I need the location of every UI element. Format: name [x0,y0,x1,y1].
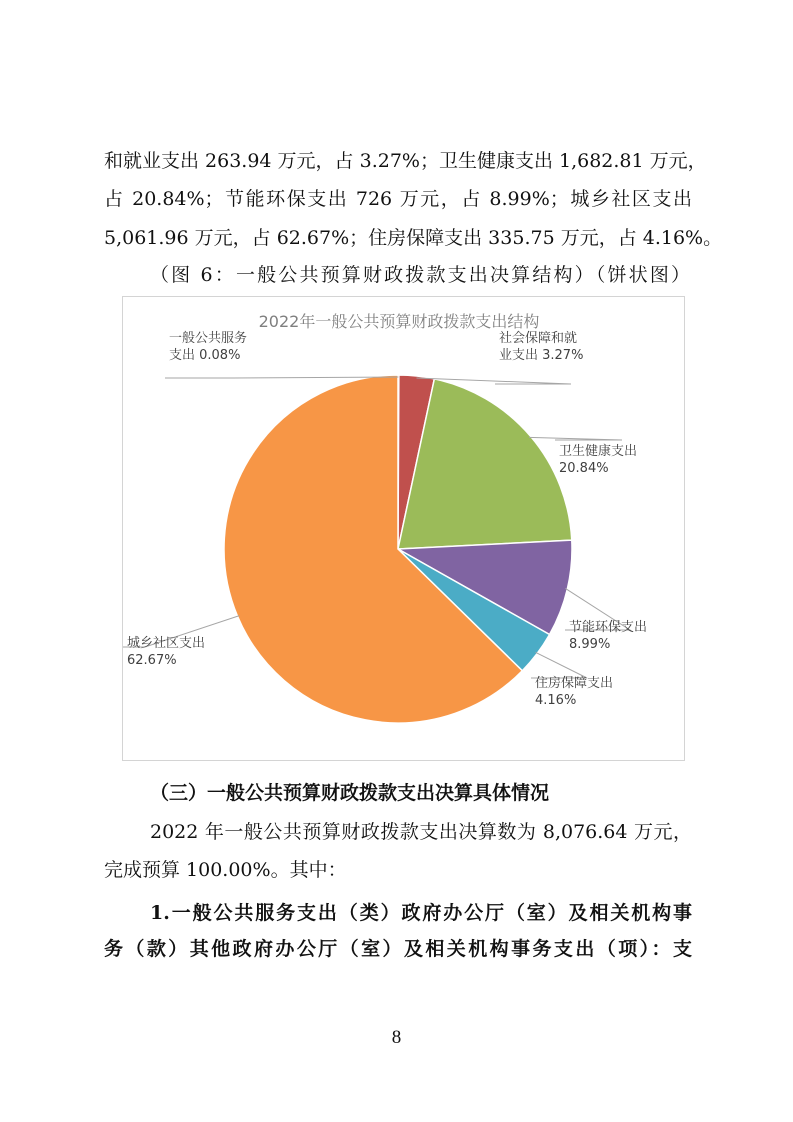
item-heading-line: 务（款）其他政府办公厅（室）及相关机构事务支出（项）：支 [104,938,692,960]
pie-data-label: 20.84% [559,461,609,476]
pie-data-label: 4.16% [535,693,577,708]
body-text-line: 2022 年一般公共预算财政拨款支出决算数为 8,076.64 万元， [150,821,692,843]
pie-data-label: 支出 0.08% [169,348,241,363]
pie-data-label: 62.67% [127,653,177,668]
page-number: 8 [391,1027,402,1048]
pie-data-label: 8.99% [569,637,611,652]
pie-data-label: 社会保障和就 [499,331,578,346]
pie-data-label: 一般公共服务 [169,331,248,346]
section-heading: （三）一般公共预算财政拨款支出决算具体情况 [150,782,550,804]
pie-chart [123,297,684,760]
item-heading-line: 1.一般公共服务支出（类）政府办公厅（室）及相关机构事 [150,902,692,924]
pie-data-label: 节能环保支出 [569,620,648,635]
pie-data-label: 城乡社区支出 [127,636,206,651]
chart-title: 2022年一般公共预算财政拨款支出结构 [258,312,540,331]
pie-leader-line [529,437,622,440]
pie-chart-frame [122,296,685,761]
pie-leader-line [531,652,587,678]
pie-data-label: 卫生健康支出 [559,444,638,459]
body-text-line: 5,061.96 万元，占 62.67%；住房保障支出 335.75 万元，占 4.16%。 [104,227,723,249]
body-text-line: 和就业支出 263.94 万元，占 3.27%；卫生健康支出 1,682.81 万元， [104,150,707,172]
pie-data-label: 住房保障支出 [535,676,614,691]
pie-data-label: 业支出 3.27% [499,348,584,363]
figure-caption: （图 6：一般公共预算财政拨款支出决算结构）（饼状图） [150,264,690,286]
body-text-line: 完成预算 100.00%。其中： [104,859,347,881]
body-text-line: 占 20.84%；节能环保支出 726 万元，占 8.99%；城乡社区支出 [104,188,692,210]
